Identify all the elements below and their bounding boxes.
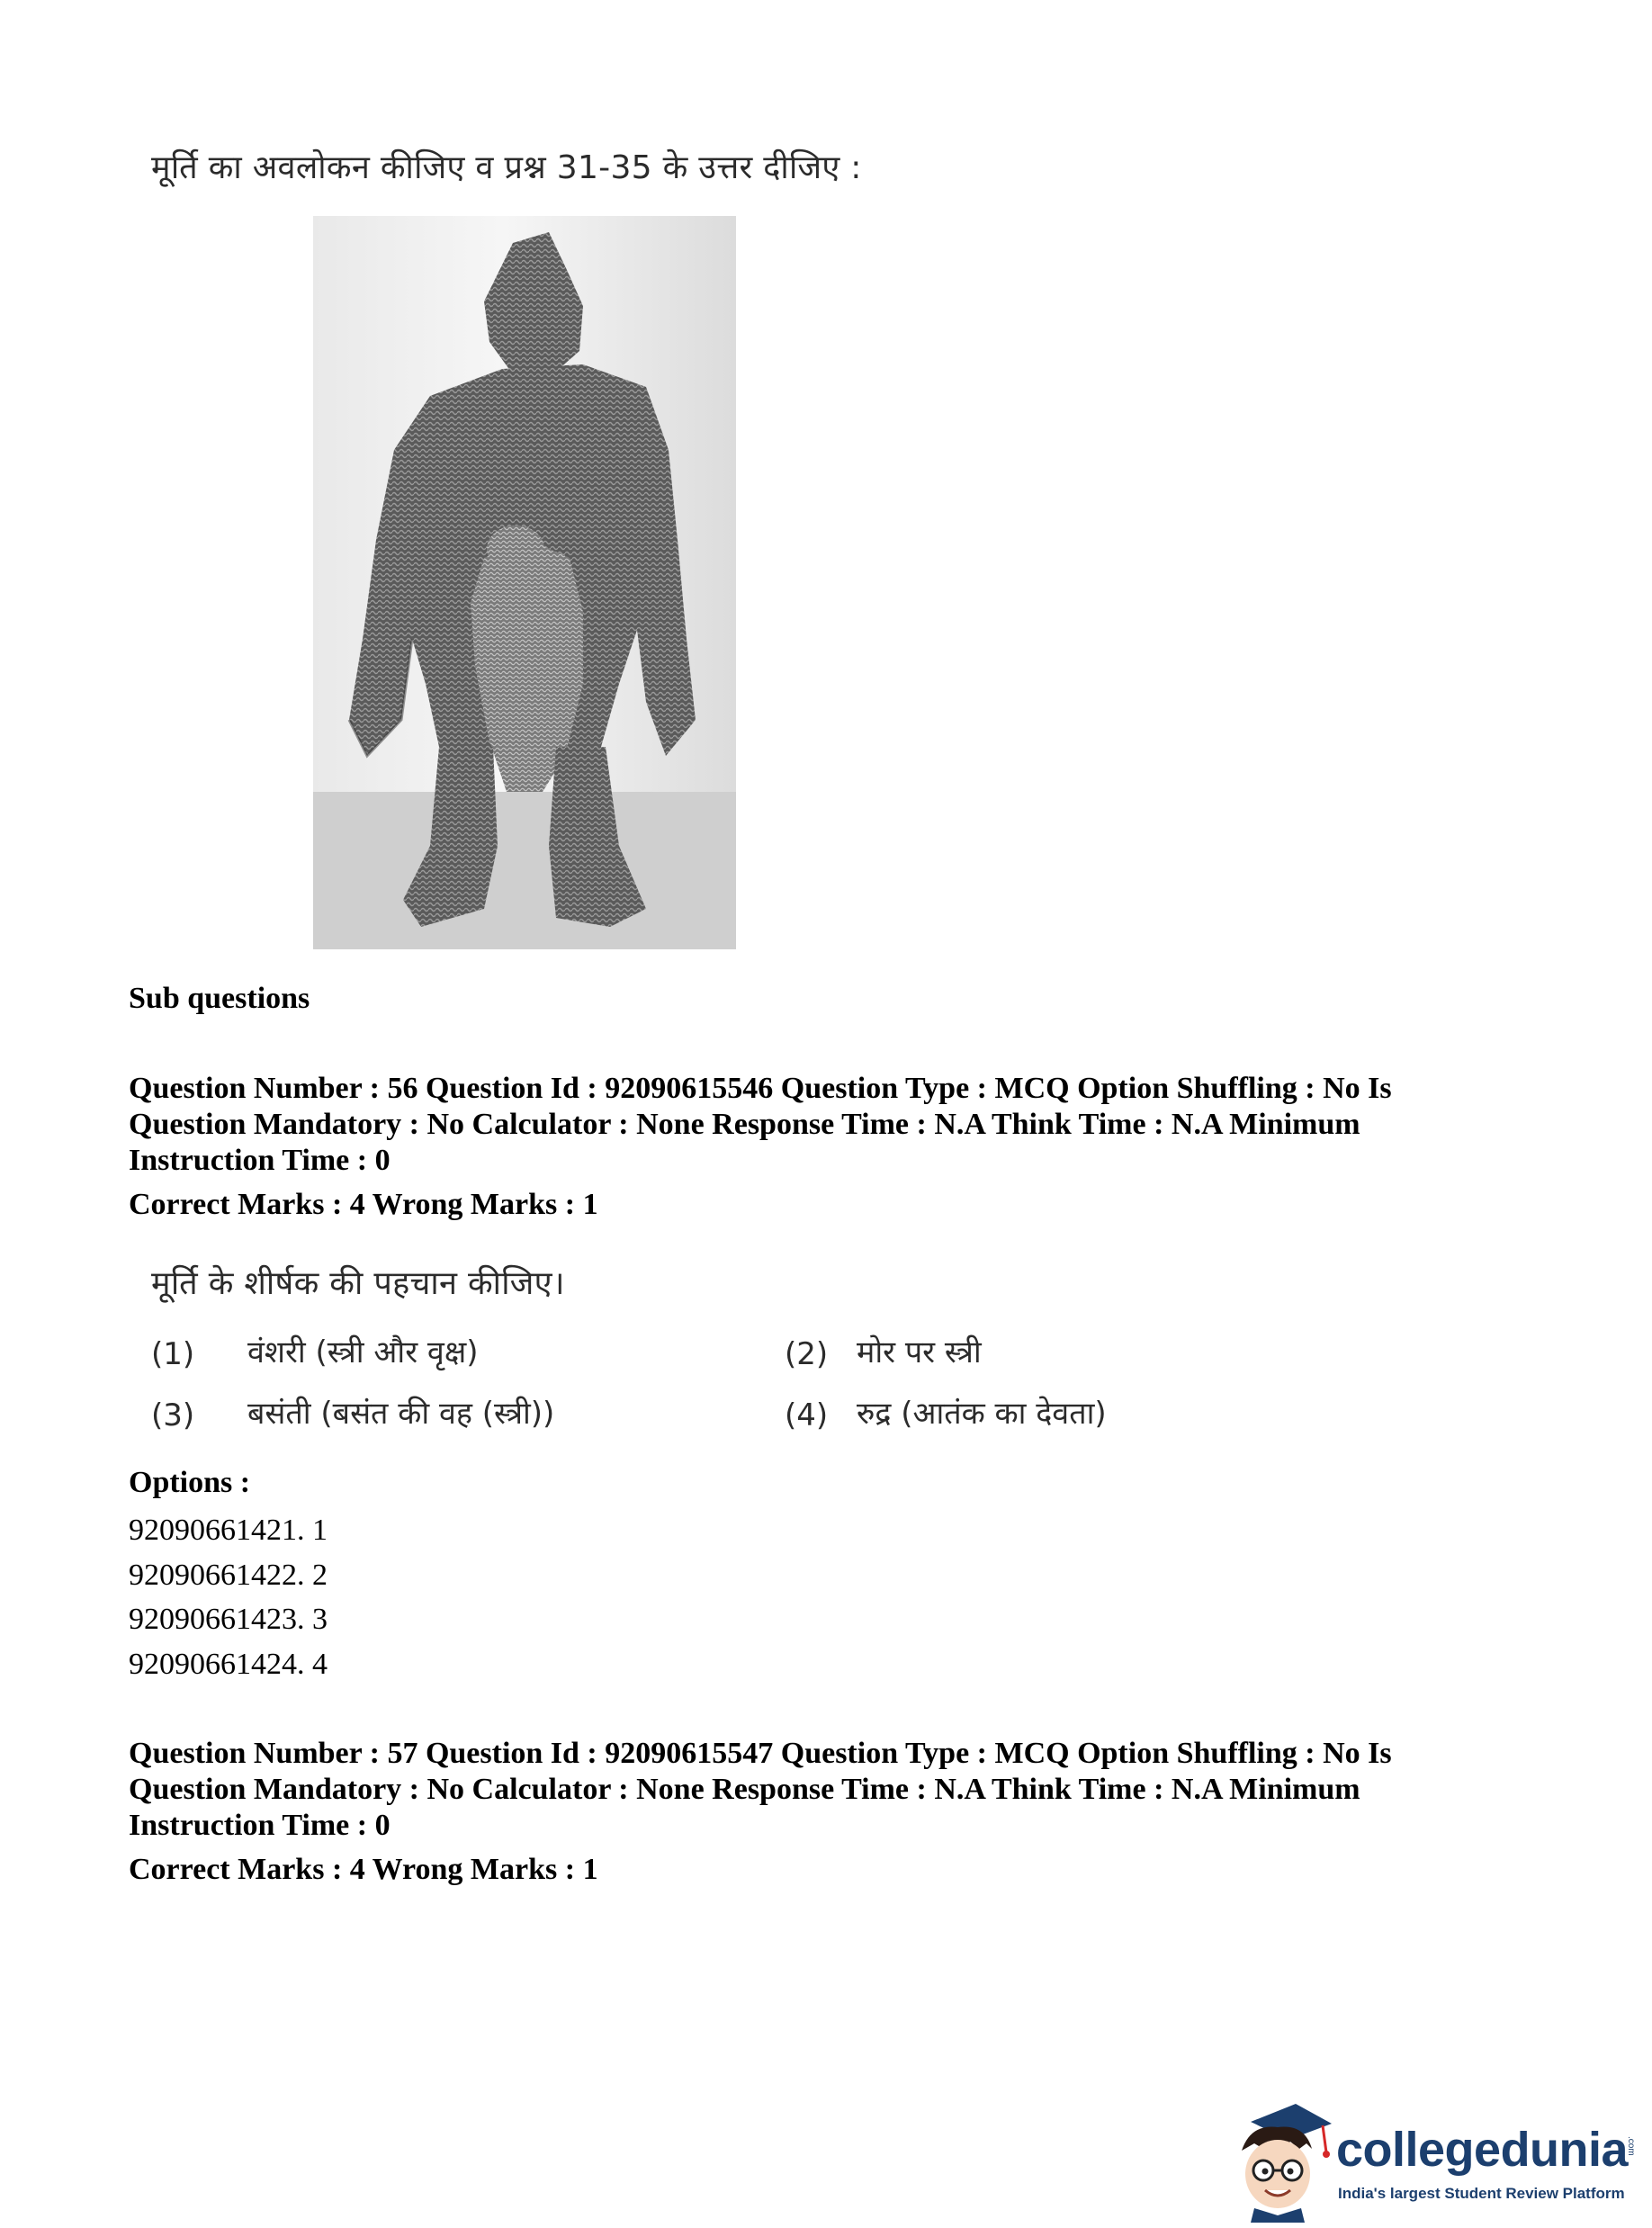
question-56-meta xyxy=(129,1071,1514,1179)
choice-1-text: वंशरी (स्त्री और वृक्ष) xyxy=(247,1334,479,1370)
choice-2-number: (2) xyxy=(785,1336,829,1372)
choice-4-text: रुद्र (आतंक का देवता) xyxy=(857,1396,1107,1432)
statue-illustration xyxy=(313,216,736,949)
question-57-marks: Correct Marks : 4 Wrong Marks : 1 xyxy=(129,1853,598,1886)
options-heading: Options : xyxy=(129,1466,251,1499)
meta-line: Instruction Time : 0 xyxy=(129,1144,391,1177)
mascot-icon xyxy=(1224,2097,1336,2223)
question-56-text: मूर्ति के शीर्षक की पहचान कीजिए। xyxy=(151,1265,565,1302)
question-56-marks: Correct Marks : 4 Wrong Marks : 1 xyxy=(129,1188,598,1221)
logo-wordmark: collegedunia xyxy=(1336,2123,1629,2177)
meta-line: Instruction Time : 0 xyxy=(129,1809,391,1842)
choice-1-number: (1) xyxy=(151,1336,195,1372)
meta-line: Question Mandatory : No Calculator : None Response Time : N.A Think Time : N.A Minimum xyxy=(129,1108,1360,1141)
option-item: 92090661421. 1 xyxy=(129,1514,328,1547)
intro-instruction: मूर्ति का अवलोकन कीजिए व प्रश्न 31-35 के उत्तर दीजिए : xyxy=(151,149,862,186)
statue-photo xyxy=(313,216,736,949)
choice-3-number: (3) xyxy=(151,1397,195,1433)
sub-questions-heading: Sub questions xyxy=(129,982,310,1015)
meta-line: Question Number : 57 Question Id : 92090615547 Question Type : MCQ Option Shuffling : No Is xyxy=(129,1737,1392,1770)
meta-line: Question Number : 56 Question Id : 92090615546 Question Type : MCQ Option Shuffling : No Is xyxy=(129,1072,1392,1105)
option-item: 92090661424. 4 xyxy=(129,1647,328,1681)
collegedunia-logo[interactable] xyxy=(1224,2097,1647,2223)
choice-2-text: मोर पर स्त्री xyxy=(857,1334,982,1370)
option-item: 92090661423. 3 xyxy=(129,1603,328,1636)
option-item: 92090661422. 2 xyxy=(129,1558,328,1592)
choice-4-number: (4) xyxy=(785,1397,829,1433)
meta-line: Question Mandatory : No Calculator : None Response Time : N.A Think Time : N.A Minimum xyxy=(129,1773,1360,1806)
choice-3-text: बसंती (बसंत की वह (स्त्री)) xyxy=(247,1396,555,1432)
logo-domain-suffix: .com xyxy=(1626,2136,1636,2156)
options-list xyxy=(129,1508,328,1686)
question-57-meta xyxy=(129,1736,1514,1844)
logo-tagline: India's largest Student Review Platform xyxy=(1338,2185,1625,2202)
